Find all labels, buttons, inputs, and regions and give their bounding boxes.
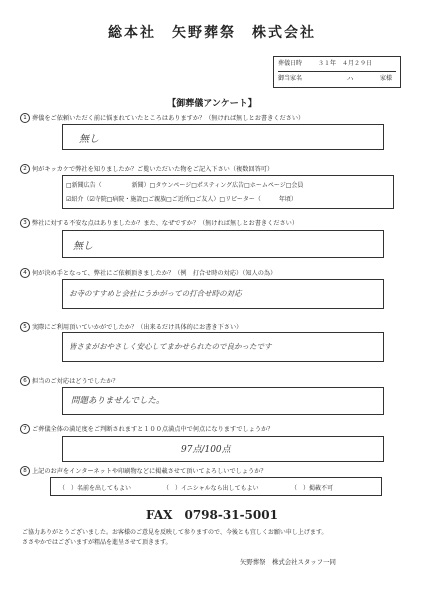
answer-text: 皆さまがおやさしく安心してまかせられたので良かったです bbox=[69, 342, 272, 351]
question-text: 弊社に対する不安な点はありましたか？また、なぜですか？（無ければ無しとお書きください） bbox=[32, 220, 299, 227]
options-row: ☑紹介（☑寺院□病院・施設□ご親族□ご近所□ご友人）□リピーター（ 年頃） bbox=[66, 196, 297, 203]
question-number: 7 bbox=[20, 424, 30, 434]
option-not-publish[interactable]: （ ）掲載不可 bbox=[291, 485, 334, 492]
question-text: 葬儀をご依頼いただく前に悩まれていたところはありますか？（無ければ無しとお書きください） bbox=[32, 115, 305, 122]
options-row: □新聞広告（ 新聞）□タウンページ□ポスティング広告□ホームページ□会員 bbox=[66, 182, 304, 189]
family-row bbox=[278, 72, 396, 86]
question-number: 6 bbox=[20, 376, 30, 386]
answer-text: 97点/100点 bbox=[181, 445, 231, 455]
option-initials-ok[interactable]: （ ）イニシャルなら出してもよい bbox=[163, 485, 259, 492]
answer-box-4 bbox=[62, 279, 384, 309]
answer-box-3 bbox=[62, 230, 384, 258]
survey-title: 【御葬儀アンケート】 bbox=[167, 99, 257, 109]
answer-text: お寺のすすめと会社にうかがっての打合せ時の対応 bbox=[69, 289, 242, 298]
question-8 bbox=[20, 466, 267, 476]
question-6 bbox=[20, 376, 119, 386]
question-number: 4 bbox=[20, 268, 30, 278]
question-number: 5 bbox=[20, 322, 30, 332]
question-7 bbox=[20, 424, 274, 434]
date-label: 葬儀日時 bbox=[278, 60, 303, 67]
question-number: 3 bbox=[20, 218, 30, 228]
options-box-8 bbox=[50, 477, 382, 496]
thanks-line: ささやかではございますが粗品を進呈させて頂きます。 bbox=[22, 539, 172, 546]
question-text: ご葬儀全体の満足度をご判断されますと１００点満点中で何点になりますでしょうか？ bbox=[32, 426, 274, 433]
company-title: 総本社 矢野葬祭 株式会社 bbox=[108, 25, 316, 41]
question-number: 8 bbox=[20, 466, 30, 476]
thanks-message bbox=[22, 528, 327, 548]
question-text: 担当のご対応はどうでしたか？ bbox=[32, 378, 119, 385]
question-2 bbox=[20, 164, 273, 174]
fax-number: FAX 0798-31-5001 bbox=[146, 508, 278, 522]
question-text: 何が決め手となって、弊社にご依頼頂きましたか？（例 打合せ時の対応）（知人の為） bbox=[32, 270, 277, 277]
answer-text: 無し bbox=[79, 134, 99, 145]
answer-text: 無し bbox=[73, 241, 93, 252]
answer-box-6 bbox=[62, 387, 384, 415]
question-4 bbox=[20, 268, 276, 278]
question-3 bbox=[20, 218, 298, 228]
signature: 矢野葬祭 株式会社スタッフ一同 bbox=[240, 558, 336, 566]
family-value: ハ bbox=[346, 75, 353, 83]
option-name-ok[interactable]: （ ）名前を出してもよい bbox=[59, 485, 132, 492]
family-suffix: 家様 bbox=[379, 75, 392, 82]
info-box bbox=[273, 56, 401, 88]
question-text: 上記のお声をインターネットや印刷物などに掲載させて頂いてよろしいでしょうか？ bbox=[32, 468, 267, 475]
date-value: ３１年 ４月２９日 bbox=[318, 60, 373, 67]
answer-box-1 bbox=[62, 124, 384, 150]
options-box-2 bbox=[62, 175, 394, 209]
question-number: 1 bbox=[20, 113, 30, 123]
question-text: 実際にご利用頂いていかがでしたか？（出来るだけ具体的にお書き下さい） bbox=[32, 324, 243, 331]
question-1 bbox=[20, 113, 304, 123]
question-text: 何がキッカケで弊社を知りましたか？ご覧いただいた物をご記入下さい（複数回答可） bbox=[32, 166, 274, 173]
family-label: 御当家名 bbox=[278, 75, 303, 82]
date-row bbox=[278, 57, 396, 72]
thanks-line: ご協力ありがとうございました。お客様のご意見を反映して参りますので、今後とも宜しくお願い申し上げます。 bbox=[22, 529, 328, 536]
question-5 bbox=[20, 322, 242, 332]
answer-box-7 bbox=[62, 436, 384, 462]
question-number: 2 bbox=[20, 164, 30, 174]
answer-box-5 bbox=[62, 332, 384, 362]
answer-text: 問題ありませんでした。 bbox=[71, 396, 165, 406]
